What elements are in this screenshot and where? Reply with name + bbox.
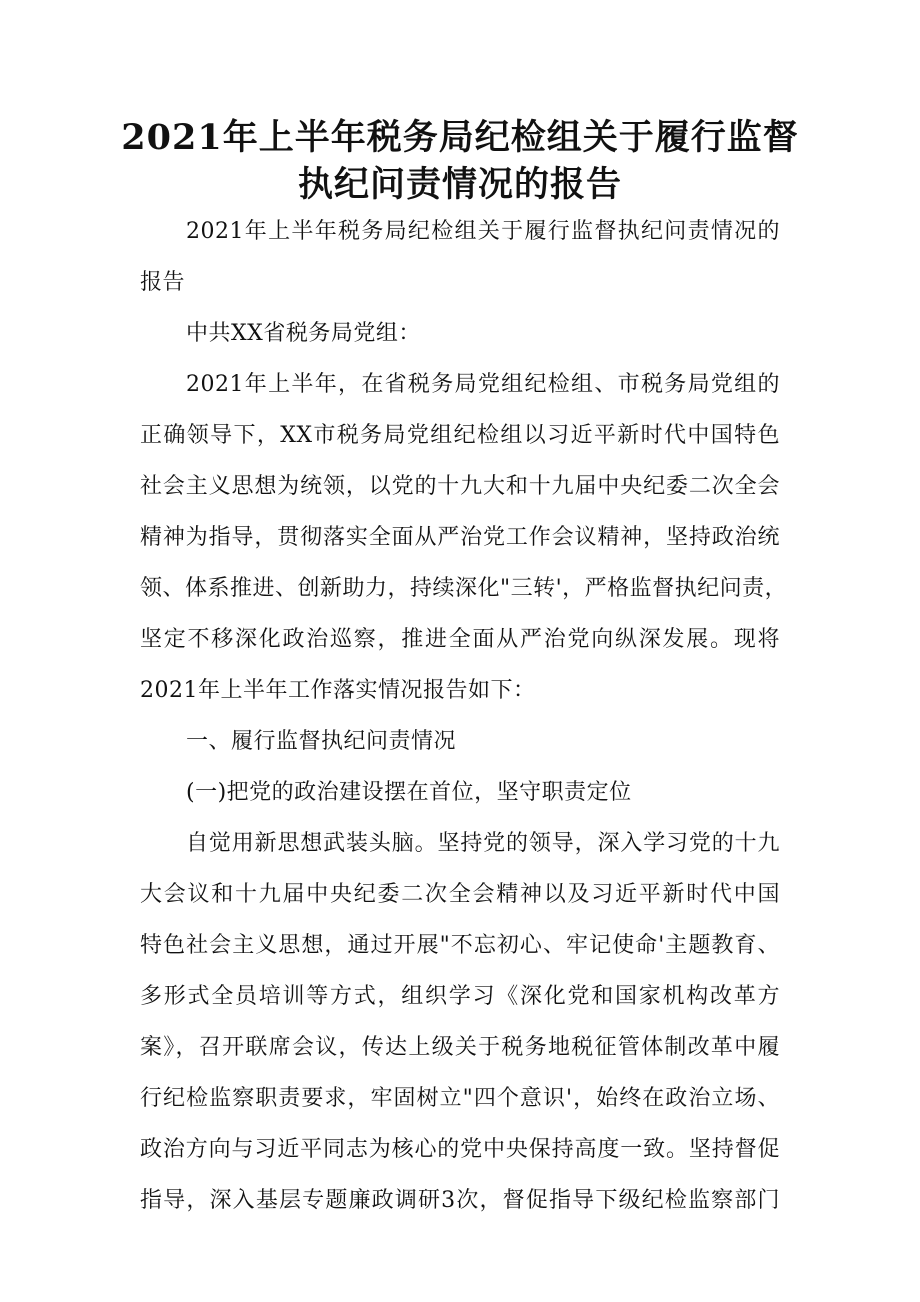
body-line: 社会主义思想为统领，以党的十九大和十九届中央纪委二次全会 bbox=[140, 474, 780, 499]
body-line: 领、体系推进、创新助力，持续深化"三转'，严格监督执纪问责， bbox=[140, 576, 788, 601]
subtitle-line-1: 2021年上半年税务局纪检组关于履行监督执纪问责情况的 bbox=[186, 219, 780, 244]
body-line: 指导，深入基层专题廉政调研3次，督促指导下级纪检监察部门 bbox=[140, 1188, 780, 1213]
body-line: 精神为指导，贯彻落实全面从严治党工作会议精神，坚持政治统 bbox=[140, 525, 780, 550]
body-line: 2021年上半年，在省税务局党组纪检组、市税务局党组的 bbox=[186, 372, 780, 397]
body-line: 正确领导下，XX市税务局党组纪检组以习近平新时代中国特色 bbox=[140, 423, 780, 448]
body-line: 行纪检监察职责要求，牢固树立"四个意识'，始终在政治立场、 bbox=[140, 1086, 780, 1111]
section-heading: 一、履行监督执纪问责情况 bbox=[186, 729, 457, 754]
subsection-heading: (一)把党的政治建设摆在首位，坚守职责定位 bbox=[186, 780, 632, 805]
body-line: 多形式全员培训等方式，组织学习《深化党和国家机构改革方 bbox=[140, 984, 780, 1009]
body-line: 政治方向与习近平同志为核心的党中央保持高度一致。坚持督促 bbox=[140, 1137, 780, 1162]
subtitle-line-2: 报告 bbox=[140, 270, 186, 295]
body-line: 坚定不移深化政治巡察，推进全面从严治党向纵深发展。现将 bbox=[140, 627, 780, 652]
body-line: 自觉用新思想武装头脑。坚持党的领导，深入学习党的十九 bbox=[186, 831, 780, 856]
document-title-line-1: 2021年上半年税务局纪检组关于履行监督 bbox=[121, 117, 799, 158]
addressee: 中共XX省税务局党组： bbox=[186, 321, 421, 346]
body-line: 特色社会主义思想，通过开展"不忘初心、牢记使命'主题教育、 bbox=[140, 933, 780, 958]
body-line: 2021年上半年工作落实情况报告如下： bbox=[140, 678, 536, 703]
body-line: 案》，召开联席会议，传达上级关于税务地税征管体制改革中履 bbox=[140, 1035, 780, 1060]
document-title-line-2: 执纪问责情况的报告 bbox=[297, 164, 622, 205]
body-line: 大会议和十九届中央纪委二次全会精神以及习近平新时代中国 bbox=[140, 882, 780, 907]
